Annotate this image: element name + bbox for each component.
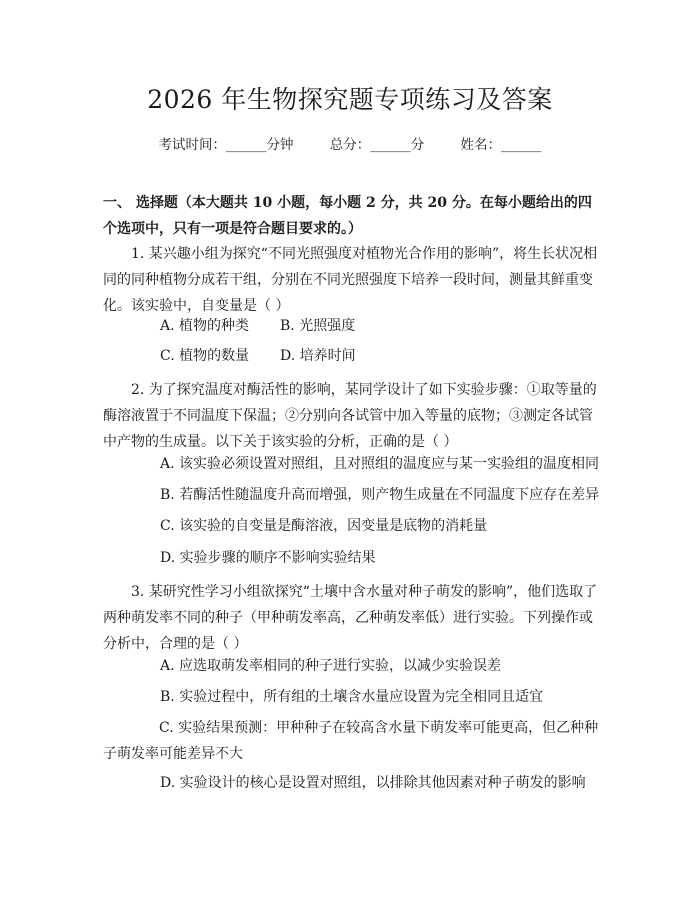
question-1-option-c: C. 植物的数量 xyxy=(160,348,250,364)
question-1-option-a: A. 植物的种类 xyxy=(160,318,250,334)
student-name-field: 姓名：______ xyxy=(460,137,542,153)
page-title: 2026 年生物探究题专项练习及答案 xyxy=(147,85,553,114)
question-2-stem: 2. 为了探究温度对酶活性的影响，某同学设计了如下实验步骤：①取等量的酶溶液置于不同温度下保温；②分别向各试管中加入等量的底物；③测定各试管中产物的生成量。以下关于该实验的分析，正确的是（ ） xyxy=(103,382,597,450)
question-3-option-c: C. 实验结果预测：甲种种子在较高含水量下萌发率可能更高，但乙种种子萌发率可能差异不大 xyxy=(103,720,599,762)
question-2-option-c: C. 该实验的自变量是酶溶液，因变量是底物的消耗量 xyxy=(160,518,488,534)
question-3-option-b: B. 实验过程中，所有组的土壤含水量应设置为完全相同且适宜 xyxy=(160,689,544,705)
question-1-stem: 1. 某兴趣小组为探究“不同光照强度对植物光合作用的影响”，将生长状况相同的同种植物分成若干组，分别在不同光照强度下培养一段时间，测量其鲜重变化。该实验中，自变量是（ ） xyxy=(103,246,598,314)
exam-time-field: 考试时间：______分钟 xyxy=(158,137,294,153)
question-2-option-a: A. 该实验必须设置对照组，且对照组的温度应与某一实验组的温度相同 xyxy=(160,456,600,472)
question-1-option-b: B. 光照强度 xyxy=(280,318,356,334)
question-3-option-d: D. 实验设计的核心是设置对照组，以排除其他因素对种子萌发的影响 xyxy=(160,775,586,791)
question-2-option-d: D. 实验步骤的顺序不影响实验结果 xyxy=(160,550,376,566)
question-3-stem: 3. 某研究性学习小组欲探究“土壤中含水量对种子萌发的影响”，他们选取了两种萌发率不同的种子（甲种萌发率高，乙种萌发率低）进行实验。下列操作或分析中，合理的是（ ） xyxy=(103,584,598,652)
total-score-field: 总分：______分 xyxy=(329,137,425,153)
exam-meta xyxy=(0,133,700,153)
question-1-option-d: D. 培养时间 xyxy=(280,348,356,364)
question-2-option-b: B. 若酶活性随温度升高而增强，则产物生成量在不同温度下应存在差异 xyxy=(160,487,600,503)
question-3-option-a: A. 应选取萌发率相同的种子进行实验，以减少实验误差 xyxy=(160,658,502,674)
section-header: 一、 选择题（本大题共 10 小题，每小题 2 分，共 20 分。在每小题给出的四个选项中，只有一项是符合题目要求的。） xyxy=(103,195,592,237)
